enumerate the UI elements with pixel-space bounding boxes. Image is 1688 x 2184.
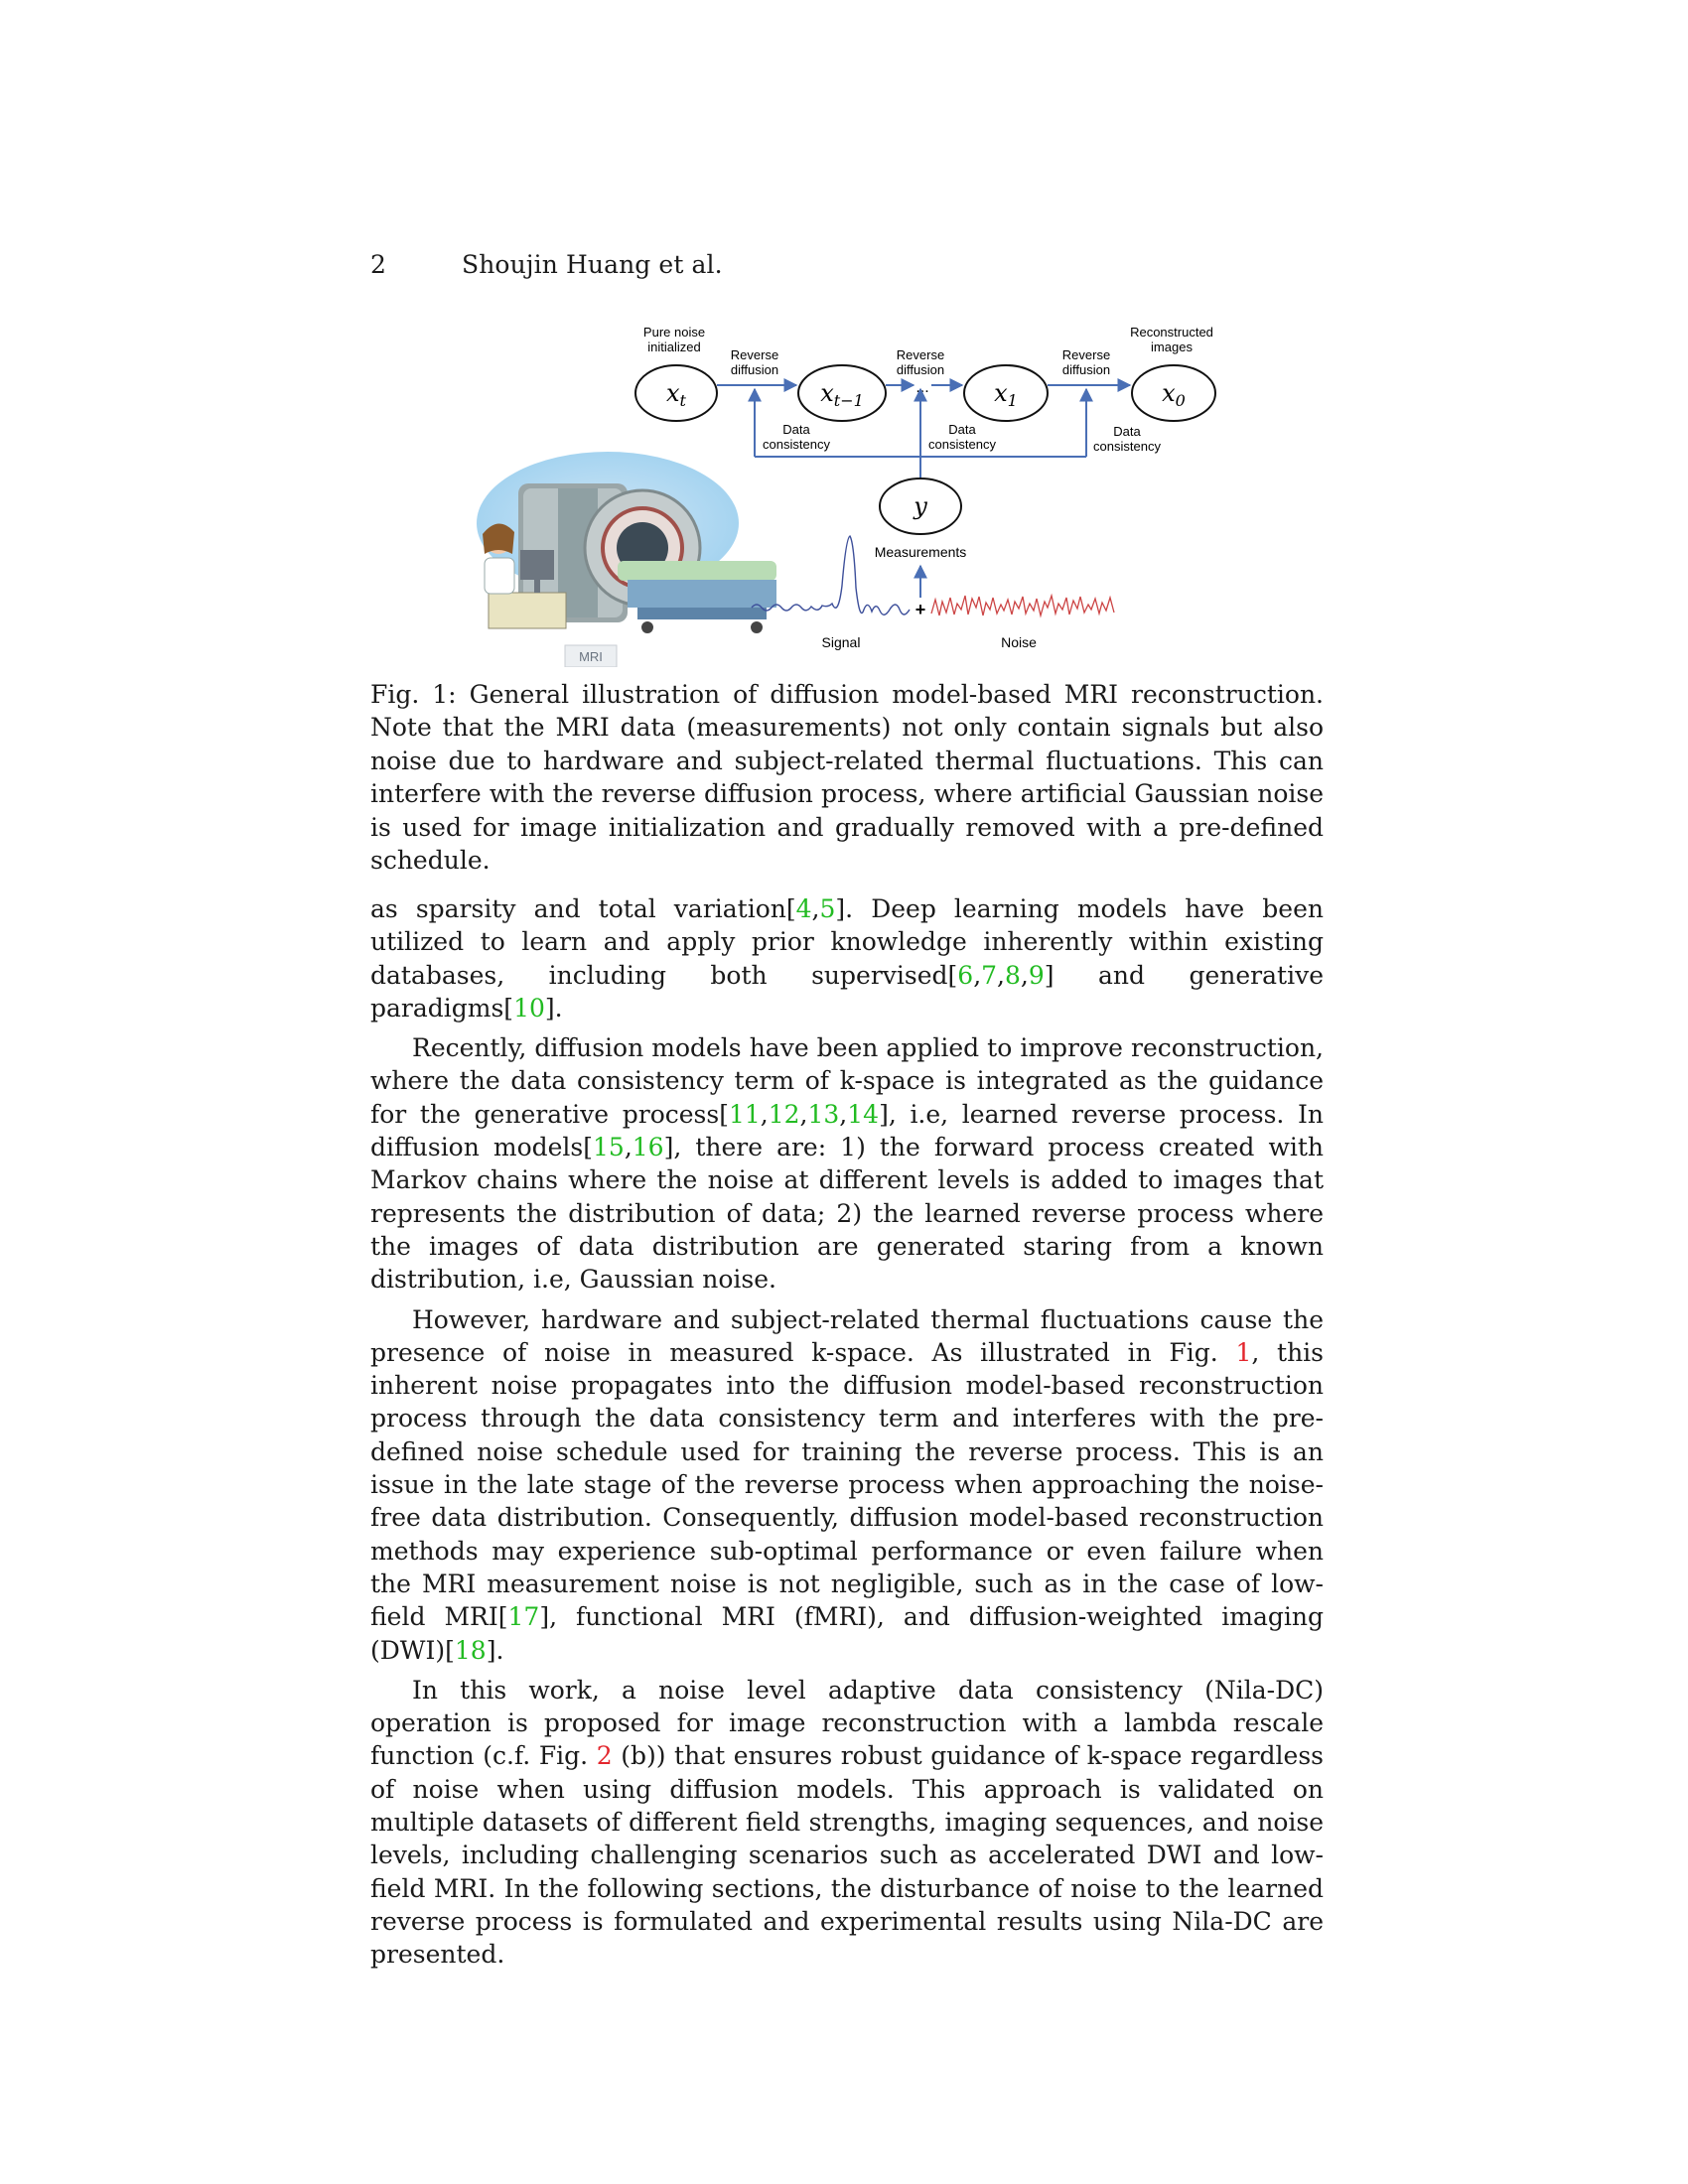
diffusion-diagram	[469, 320, 1223, 667]
data-label-3: Data	[1113, 424, 1141, 439]
node-x0	[1132, 365, 1215, 421]
citation-link[interactable]: 8	[1005, 960, 1021, 990]
citation-link[interactable]: 6	[957, 960, 974, 990]
figure-1	[469, 320, 1223, 667]
mri-label: MRI	[579, 649, 603, 664]
paragraph-4: In this work, a noise level adaptive data consistency (Nila-DC) operation is proposed for image reconstruction with a lambda rescale function (c.f. Fig. 2 (b)) that ensures robust guidance of k-space regardless of noise when using diffusion models. This approach is validated on multiple datasets of different field strengths, imaging sequences, and noise levels, including challenging scenarios such as accelerated DWI and low-field MRI. In the following sections, the disturbance of noise to the learned reverse process is formulated and experimental results using Nila-DC are presented.	[370, 1675, 1325, 1970]
citation-link[interactable]: 9	[1028, 960, 1045, 990]
diffusion-label-1: diffusion	[730, 362, 779, 377]
mri-scanner-illustration	[477, 452, 776, 667]
reconstructed-label: Reconstructed	[1130, 325, 1213, 340]
paragraph-1: as sparsity and total variation[4,5]. Deep learning models have been utilized to learn and apply prior knowledge inherently within existing databases, including both supervised[6,7,8,9] and generative paradigms[10].	[370, 894, 1325, 1023]
reverse-label-3: Reverse	[1061, 347, 1111, 362]
consistency-label-1: consistency	[763, 437, 830, 452]
svg-text:y: y	[914, 492, 927, 520]
node-x1	[964, 365, 1048, 421]
paragraph-2: Recently, diffusion models have been applied to improve reconstruction, where the data consistency term of k-space is integrated as the guidance for the generative process[11,12,13,14], i.e, learned reverse process. In diffusion models[15,16], there are: 1) the forward process created with Markov chains where the noise at different levels is added to images that represents the distribution of data; 2) the learned reverse process where the images of data distribution are generated staring from a known distribution, i.e, Gaussian noise.	[370, 1033, 1324, 1295]
svg-text:xt−1: $x_{t-1}$	[820, 379, 864, 410]
caption-label: Fig. 1:	[370, 680, 457, 709]
citation-link[interactable]: 18	[454, 1635, 487, 1665]
body-text	[370, 892, 1324, 1979]
node-xt-minus-1	[798, 365, 886, 421]
caption-text: General illustration of diffusion model-based MRI reconstruction. Note that the MRI data (measurements) not only contain signals but also noise due to hardware and subject-related thermal fluctuations. This can interfere with the reverse diffusion process, where artificial Gaussian noise is used for image initialization and gradually removed with a pre-defined schedule.	[370, 680, 1324, 876]
signal-label: Signal	[821, 634, 861, 650]
paragraph-3: However, hardware and subject-related thermal fluctuations cause the presence of noise in measured k-space. As illustrated in Fig. 1, this inherent noise propagates into the diffusion model-based reconstruction process through the data consistency term and interferes with the pre-defined noise schedule used for training the reverse process. This is an issue in the late stage of the reverse process when approaching the noise-free data distribution. Consequently, diffusion model-based reconstruction methods may experience sub-optimal performance or even failure when the MRI measurement noise is not negligible, such as in the case of low-field MRI[17], functional MRI (fMRI), and diffusion-weighted imaging (DWI)[18].	[370, 1304, 1324, 1665]
figure-caption	[370, 678, 1324, 877]
ellipsis-label: ...	[915, 379, 929, 396]
citation-link[interactable]: 17	[507, 1602, 540, 1632]
noise-waveform	[931, 596, 1114, 615]
citation-link[interactable]: 4	[795, 894, 812, 923]
consistency-label-3: consistency	[1093, 439, 1161, 454]
page-number: 2	[370, 250, 387, 279]
images-label: images	[1151, 340, 1193, 354]
citation-link[interactable]: 10	[513, 993, 545, 1023]
citation-link[interactable]: 13	[807, 1099, 840, 1129]
citation-link[interactable]: 7	[981, 960, 998, 990]
measurements-label: Measurements	[874, 544, 967, 560]
citation-link[interactable]: 16	[632, 1133, 664, 1162]
running-header	[370, 250, 723, 279]
running-authors: Shoujin Huang et al.	[462, 250, 723, 279]
data-label-2: Data	[948, 422, 976, 437]
noise-label: Noise	[1001, 634, 1037, 650]
figure-ref-link[interactable]: 2	[596, 1741, 613, 1771]
citation-link[interactable]: 12	[768, 1099, 800, 1129]
pure-noise-label: Pure noise	[642, 325, 706, 340]
node-y	[880, 478, 961, 534]
citation-link[interactable]: 5	[819, 894, 836, 923]
data-label-1: Data	[782, 422, 810, 437]
citation-link[interactable]: 14	[847, 1099, 880, 1129]
svg-text:x0: $x_0$	[1162, 379, 1186, 410]
consistency-label-2: consistency	[928, 437, 996, 452]
reverse-label-1: Reverse	[730, 347, 779, 362]
node-xt	[635, 365, 717, 421]
svg-text:xt: $x_t$	[666, 379, 686, 410]
figure-ref-link[interactable]: 1	[1235, 1337, 1252, 1367]
citation-link[interactable]: 11	[728, 1099, 761, 1129]
diffusion-label-3: diffusion	[1061, 362, 1111, 377]
reverse-label-2: Reverse	[896, 347, 945, 362]
initialized-label: initialized	[647, 340, 701, 354]
plus-sign: +	[914, 600, 926, 619]
svg-text:x1: $x_1$	[994, 379, 1018, 410]
diffusion-label-2: diffusion	[896, 362, 945, 377]
citation-link[interactable]: 15	[593, 1133, 625, 1162]
